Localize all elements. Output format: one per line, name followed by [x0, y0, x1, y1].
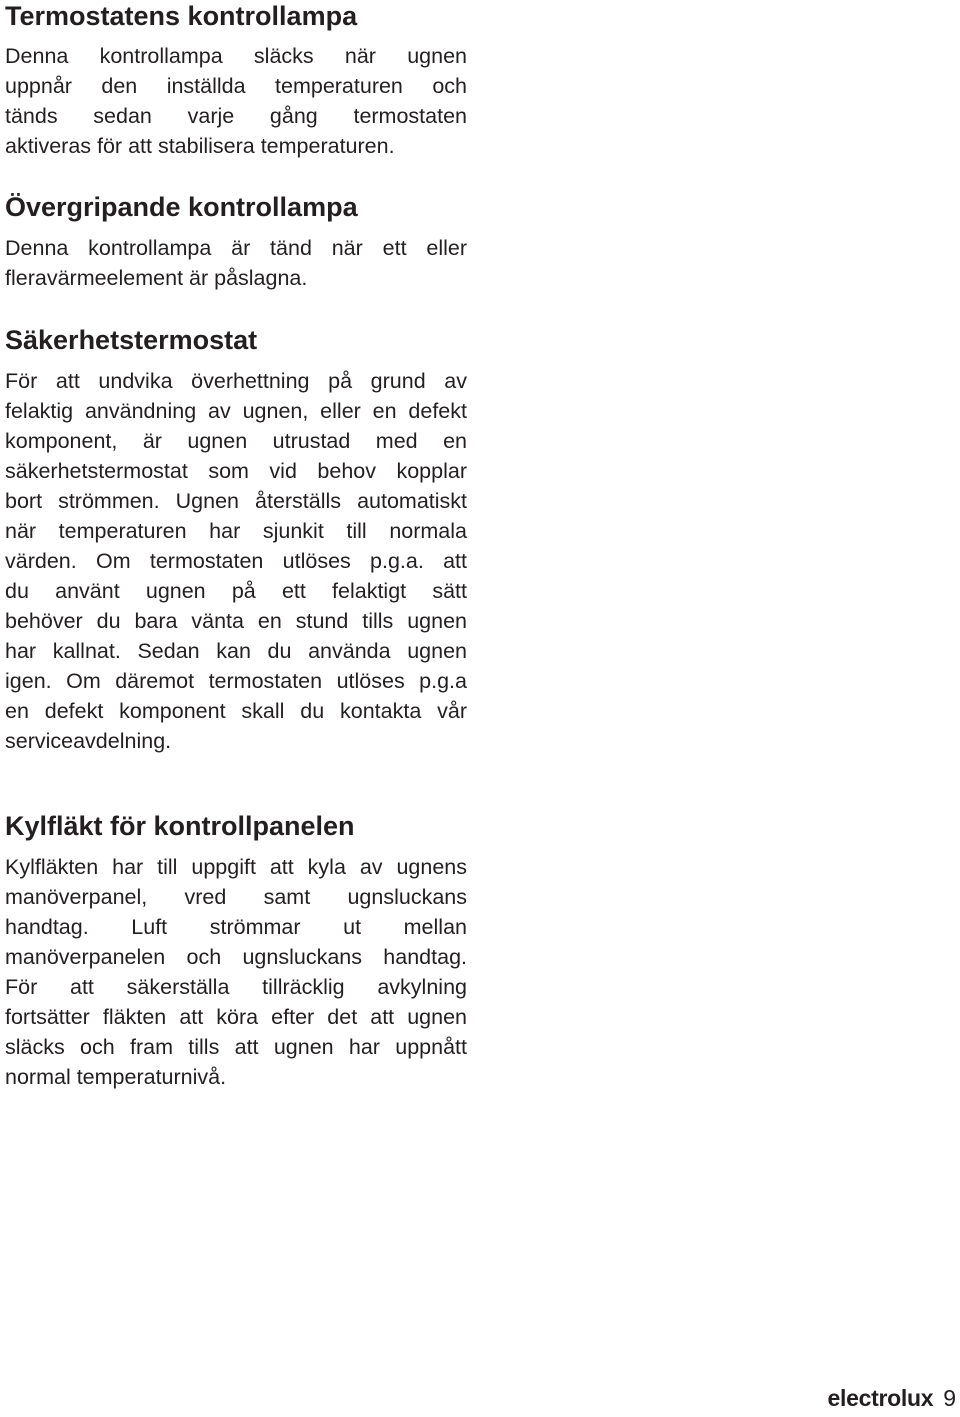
paragraph-line: För att undvika överhettning på grund av: [5, 369, 467, 393]
paragraph-line: släcks och fram tills att ugnen har uppnått: [5, 1035, 467, 1059]
section-general-lamp: [5, 192, 467, 293]
paragraph-line: värden. Om termostaten utlöses p.g.a. att: [5, 549, 467, 573]
paragraph-line: behöver du bara vänta en stund tills ugnen: [5, 609, 467, 633]
paragraph-line: aktiveras för att stabilisera temperaturen.: [5, 134, 395, 158]
paragraph-line: uppnår den inställda temperaturen och: [5, 74, 467, 98]
paragraph-line: serviceavdelning.: [5, 729, 172, 753]
section-cooling-fan: [5, 811, 467, 1092]
section-heading: Kylfläkt för kontrollpanelen: [5, 811, 355, 841]
paragraph-line: fortsätter fläkten att köra efter det att ugnen: [5, 1005, 467, 1029]
section-thermostat-lamp: [5, 0, 467, 161]
section-heading: Säkerhetstermostat: [5, 325, 258, 355]
paragraph-line: tänds sedan varje gång termostaten: [5, 104, 467, 128]
paragraph-line: handtag. Luft strömmar ut mellan: [5, 915, 467, 939]
paragraph-line: du använt ugnen på ett felaktigt sätt: [5, 579, 467, 603]
paragraph-line: Denna kontrollampa är tänd när ett eller: [5, 236, 467, 260]
paragraph-line: säkerhetstermostat som vid behov kopplar: [5, 459, 467, 483]
paragraph-line: felaktig användning av ugnen, eller en defekt: [5, 399, 467, 423]
section-paragraph: [5, 41, 467, 161]
paragraph-line: fleravärmeelement är påslagna.: [5, 266, 308, 290]
page-number: 9: [943, 1385, 956, 1411]
paragraph-line: Denna kontrollampa släcks när ugnen: [5, 44, 467, 68]
paragraph-line: manöverpanel, vred samt ugnsluckans: [5, 885, 467, 909]
brand-logo-text: electrolux: [827, 1385, 934, 1411]
paragraph-line: Kylfläkten har till uppgift att kyla av ugnens: [5, 855, 467, 879]
paragraph-line: bort strömmen. Ugnen återställs automatiskt: [5, 489, 467, 513]
paragraph-line: För att säkerställa tillräcklig avkylning: [5, 975, 467, 999]
paragraph-line: manöverpanelen och ugnsluckans handtag.: [5, 945, 467, 969]
paragraph-line: igen. Om däremot termostaten utlöses p.g.a: [5, 669, 467, 693]
paragraph-line: normal temperaturnivå.: [5, 1065, 227, 1089]
section-heading: Övergripande kontrollampa: [5, 192, 358, 222]
paragraph-line: har kallnat. Sedan kan du använda ugnen: [5, 639, 467, 663]
section-heading: Termostatens kontrollampa: [5, 1, 358, 31]
paragraph-line: komponent, är ugnen utrustad med en: [5, 429, 467, 453]
section-paragraph: [5, 852, 467, 1092]
paragraph-line: en defekt komponent skall du kontakta vår: [5, 699, 467, 723]
page-footer: [828, 1385, 956, 1415]
section-paragraph: [5, 233, 467, 293]
section-safety-thermostat: [5, 325, 467, 756]
paragraph-line: när temperaturen har sjunkit till normala: [5, 519, 467, 543]
section-paragraph: [5, 366, 467, 756]
